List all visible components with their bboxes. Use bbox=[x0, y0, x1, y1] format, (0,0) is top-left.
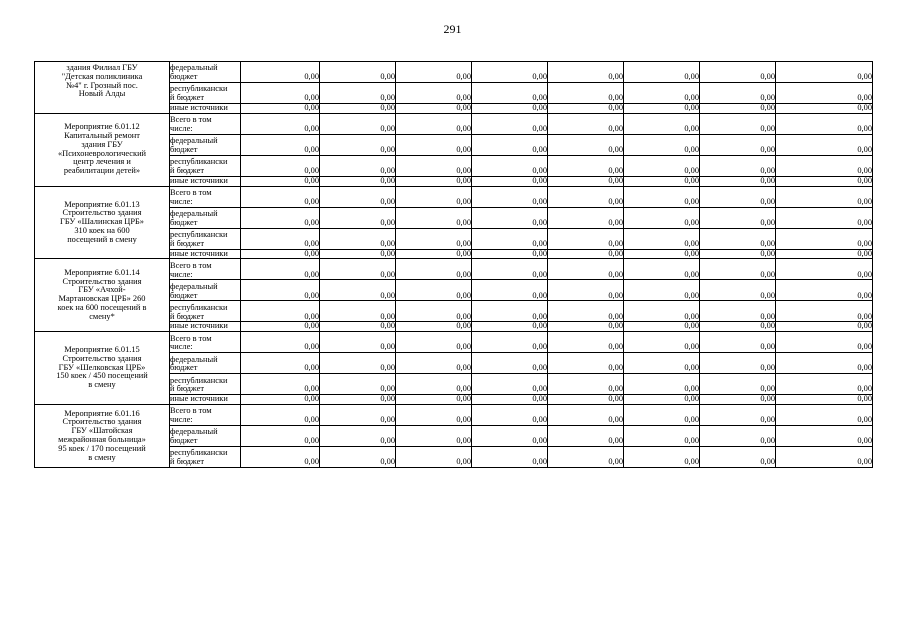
event-name-line: "Детская поликлиника bbox=[61, 71, 143, 81]
event-name-line: здания Филиал ГБУ bbox=[66, 63, 138, 72]
amount-cell: 0,00 bbox=[396, 155, 472, 176]
amount-cell: 0,00 bbox=[548, 404, 624, 425]
event-name-line: 95 коек / 170 посещений bbox=[58, 443, 146, 453]
amount-cell: 0,00 bbox=[700, 249, 776, 259]
amount-cell: 0,00 bbox=[776, 104, 873, 114]
amount-cell: 0,00 bbox=[320, 301, 396, 322]
amount-cell: 0,00 bbox=[472, 322, 548, 332]
funding-source-line: бюджет bbox=[170, 436, 198, 446]
funding-source-line: й бюджет bbox=[170, 238, 204, 248]
amount-cell: 0,00 bbox=[472, 113, 548, 134]
amount-cell: 0,00 bbox=[548, 395, 624, 405]
amount-cell: 0,00 bbox=[776, 134, 873, 155]
event-name-line: Мероприятие 6.01.15 bbox=[64, 345, 140, 355]
funding-source-cell bbox=[170, 322, 241, 332]
amount-cell: 0,00 bbox=[548, 207, 624, 228]
funding-source-line: числе: bbox=[170, 124, 193, 133]
amount-cell: 0,00 bbox=[472, 395, 548, 405]
funding-source-line: федеральный bbox=[170, 427, 218, 437]
funding-source-cell bbox=[170, 301, 241, 322]
event-name-line: здания ГБУ bbox=[81, 139, 123, 149]
amount-cell: 0,00 bbox=[548, 353, 624, 374]
funding-source-cell bbox=[170, 228, 241, 249]
funding-source-line: бюджет bbox=[170, 72, 198, 82]
funding-source-cell bbox=[170, 332, 241, 353]
amount-cell: 0,00 bbox=[776, 425, 873, 446]
funding-source-line: республикански bbox=[170, 84, 228, 94]
funding-source-line: бюджет bbox=[170, 290, 198, 300]
amount-cell: 0,00 bbox=[624, 113, 700, 134]
amount-cell: 0,00 bbox=[700, 113, 776, 134]
amount-cell: 0,00 bbox=[624, 176, 700, 186]
event-name-cell bbox=[35, 62, 170, 114]
amount-cell: 0,00 bbox=[776, 280, 873, 301]
event-name-line: 310 коек на 600 bbox=[74, 225, 130, 235]
funding-source-line: республикански bbox=[170, 302, 228, 312]
amount-cell: 0,00 bbox=[241, 301, 320, 322]
table-row bbox=[35, 332, 873, 353]
amount-cell: 0,00 bbox=[700, 425, 776, 446]
amount-cell: 0,00 bbox=[320, 332, 396, 353]
amount-cell: 0,00 bbox=[320, 249, 396, 259]
budget-table bbox=[34, 61, 873, 468]
event-name-line: «Психоневрологический bbox=[57, 148, 147, 158]
funding-source-cell bbox=[170, 259, 241, 280]
amount-cell: 0,00 bbox=[396, 186, 472, 207]
amount-cell: 0,00 bbox=[548, 83, 624, 104]
funding-source-cell bbox=[170, 62, 241, 83]
event-name-line: 150 коек / 450 посещений bbox=[56, 371, 148, 381]
amount-cell: 0,00 bbox=[776, 113, 873, 134]
amount-cell: 0,00 bbox=[396, 176, 472, 186]
amount-cell: 0,00 bbox=[776, 228, 873, 249]
amount-cell: 0,00 bbox=[472, 425, 548, 446]
amount-cell: 0,00 bbox=[320, 104, 396, 114]
amount-cell: 0,00 bbox=[241, 259, 320, 280]
amount-cell: 0,00 bbox=[320, 353, 396, 374]
funding-source-cell bbox=[170, 104, 241, 114]
amount-cell: 0,00 bbox=[241, 374, 320, 395]
amount-cell: 0,00 bbox=[776, 332, 873, 353]
funding-source-line: республикански bbox=[170, 230, 228, 239]
amount-cell: 0,00 bbox=[396, 322, 472, 332]
amount-cell: 0,00 bbox=[700, 322, 776, 332]
amount-cell: 0,00 bbox=[700, 155, 776, 176]
amount-cell: 0,00 bbox=[320, 446, 396, 467]
amount-cell: 0,00 bbox=[624, 83, 700, 104]
amount-cell: 0,00 bbox=[320, 83, 396, 104]
funding-source-line: иные источники bbox=[170, 394, 228, 404]
event-name-cell bbox=[35, 113, 170, 186]
amount-cell: 0,00 bbox=[241, 322, 320, 332]
event-name-line: Строительство здания bbox=[62, 208, 142, 218]
amount-cell: 0,00 bbox=[472, 249, 548, 259]
amount-cell: 0,00 bbox=[396, 425, 472, 446]
amount-cell: 0,00 bbox=[624, 395, 700, 405]
amount-cell: 0,00 bbox=[624, 186, 700, 207]
amount-cell: 0,00 bbox=[624, 353, 700, 374]
amount-cell: 0,00 bbox=[241, 425, 320, 446]
funding-source-line: Всего в том bbox=[170, 115, 212, 125]
funding-source-line: республикански bbox=[170, 448, 228, 458]
amount-cell: 0,00 bbox=[241, 113, 320, 134]
funding-source-line: иные источники bbox=[170, 103, 228, 112]
funding-source-line: числе: bbox=[170, 342, 193, 352]
funding-source-line: республикански bbox=[170, 157, 228, 167]
amount-cell: 0,00 bbox=[396, 332, 472, 353]
amount-cell: 0,00 bbox=[700, 62, 776, 83]
event-name-cell bbox=[35, 186, 170, 259]
amount-cell: 0,00 bbox=[700, 134, 776, 155]
amount-cell: 0,00 bbox=[396, 62, 472, 83]
amount-cell: 0,00 bbox=[548, 259, 624, 280]
amount-cell: 0,00 bbox=[472, 228, 548, 249]
amount-cell: 0,00 bbox=[396, 228, 472, 249]
amount-cell: 0,00 bbox=[396, 259, 472, 280]
amount-cell: 0,00 bbox=[241, 176, 320, 186]
funding-source-line: федеральный bbox=[170, 281, 218, 291]
event-name-line: Мартановская ЦРБ» 260 bbox=[58, 294, 146, 304]
amount-cell: 0,00 bbox=[624, 207, 700, 228]
event-name-line: ГБУ «Шатойская bbox=[71, 426, 133, 436]
amount-cell: 0,00 bbox=[624, 155, 700, 176]
amount-cell: 0,00 bbox=[624, 259, 700, 280]
amount-cell: 0,00 bbox=[241, 228, 320, 249]
amount-cell: 0,00 bbox=[396, 134, 472, 155]
funding-source-line: й бюджет bbox=[170, 93, 204, 103]
event-name-cell bbox=[35, 332, 170, 405]
amount-cell: 0,00 bbox=[624, 62, 700, 83]
amount-cell: 0,00 bbox=[700, 176, 776, 186]
amount-cell: 0,00 bbox=[396, 395, 472, 405]
amount-cell: 0,00 bbox=[320, 186, 396, 207]
amount-cell: 0,00 bbox=[624, 249, 700, 259]
amount-cell: 0,00 bbox=[396, 83, 472, 104]
funding-source-cell bbox=[170, 134, 241, 155]
amount-cell: 0,00 bbox=[241, 404, 320, 425]
amount-cell: 0,00 bbox=[548, 249, 624, 259]
table-row bbox=[35, 404, 873, 425]
amount-cell: 0,00 bbox=[472, 155, 548, 176]
event-name-cell bbox=[35, 259, 170, 332]
amount-cell: 0,00 bbox=[396, 113, 472, 134]
event-name-line: ГБУ «Шалинская ЦРБ» bbox=[60, 217, 144, 227]
amount-cell: 0,00 bbox=[776, 259, 873, 280]
funding-source-line: федеральный bbox=[170, 354, 218, 364]
amount-cell: 0,00 bbox=[320, 374, 396, 395]
amount-cell: 0,00 bbox=[472, 332, 548, 353]
amount-cell: 0,00 bbox=[320, 62, 396, 83]
amount-cell: 0,00 bbox=[776, 301, 873, 322]
amount-cell: 0,00 bbox=[396, 353, 472, 374]
funding-source-line: й бюджет bbox=[170, 311, 204, 321]
amount-cell: 0,00 bbox=[700, 374, 776, 395]
amount-cell: 0,00 bbox=[624, 134, 700, 155]
amount-cell: 0,00 bbox=[700, 83, 776, 104]
amount-cell: 0,00 bbox=[472, 207, 548, 228]
funding-source-line: Всего в том bbox=[170, 188, 212, 197]
funding-source-line: бюджет bbox=[170, 363, 198, 373]
amount-cell: 0,00 bbox=[700, 186, 776, 207]
amount-cell: 0,00 bbox=[700, 228, 776, 249]
amount-cell: 0,00 bbox=[700, 301, 776, 322]
funding-source-line: бюджет bbox=[170, 217, 198, 227]
funding-source-line: иные источники bbox=[170, 321, 228, 331]
amount-cell: 0,00 bbox=[776, 353, 873, 374]
amount-cell: 0,00 bbox=[472, 259, 548, 280]
funding-source-line: бюджет bbox=[170, 145, 198, 154]
amount-cell: 0,00 bbox=[241, 186, 320, 207]
amount-cell: 0,00 bbox=[548, 301, 624, 322]
funding-source-cell bbox=[170, 425, 241, 446]
amount-cell: 0,00 bbox=[548, 322, 624, 332]
amount-cell: 0,00 bbox=[776, 176, 873, 186]
amount-cell: 0,00 bbox=[776, 155, 873, 176]
amount-cell: 0,00 bbox=[776, 404, 873, 425]
funding-source-cell bbox=[170, 186, 241, 207]
amount-cell: 0,00 bbox=[624, 446, 700, 467]
amount-cell: 0,00 bbox=[624, 280, 700, 301]
amount-cell: 0,00 bbox=[776, 186, 873, 207]
event-name-line: ГБУ «Шелковская ЦРБ» bbox=[58, 362, 146, 372]
amount-cell: 0,00 bbox=[241, 395, 320, 405]
amount-cell: 0,00 bbox=[700, 395, 776, 405]
amount-cell: 0,00 bbox=[624, 228, 700, 249]
event-name-line: в смену bbox=[88, 452, 116, 462]
amount-cell: 0,00 bbox=[396, 104, 472, 114]
amount-cell: 0,00 bbox=[548, 280, 624, 301]
event-name-line: №4" г. Грозный пос. bbox=[66, 80, 138, 90]
amount-cell: 0,00 bbox=[472, 404, 548, 425]
amount-cell: 0,00 bbox=[548, 446, 624, 467]
event-name-line: Новый Алды bbox=[78, 89, 126, 99]
funding-source-line: Всего в том bbox=[170, 406, 212, 416]
amount-cell: 0,00 bbox=[548, 186, 624, 207]
funding-source-line: Всего в том bbox=[170, 333, 212, 343]
amount-cell: 0,00 bbox=[700, 404, 776, 425]
amount-cell: 0,00 bbox=[241, 83, 320, 104]
event-name-line: Мероприятие 6.01.12 bbox=[64, 122, 140, 132]
amount-cell: 0,00 bbox=[472, 446, 548, 467]
funding-source-cell bbox=[170, 374, 241, 395]
amount-cell: 0,00 bbox=[548, 155, 624, 176]
table-row bbox=[35, 62, 873, 83]
amount-cell: 0,00 bbox=[548, 425, 624, 446]
amount-cell: 0,00 bbox=[320, 404, 396, 425]
amount-cell: 0,00 bbox=[776, 395, 873, 405]
amount-cell: 0,00 bbox=[320, 228, 396, 249]
page-number: 291 bbox=[443, 22, 462, 36]
amount-cell: 0,00 bbox=[320, 155, 396, 176]
amount-cell: 0,00 bbox=[396, 207, 472, 228]
event-name-line: смену* bbox=[89, 311, 115, 321]
amount-cell: 0,00 bbox=[320, 395, 396, 405]
amount-cell: 0,00 bbox=[396, 446, 472, 467]
amount-cell: 0,00 bbox=[472, 176, 548, 186]
amount-cell: 0,00 bbox=[700, 259, 776, 280]
amount-cell: 0,00 bbox=[624, 322, 700, 332]
amount-cell: 0,00 bbox=[776, 446, 873, 467]
amount-cell: 0,00 bbox=[624, 374, 700, 395]
event-name-line: Мероприятие 6.01.14 bbox=[64, 267, 140, 277]
amount-cell: 0,00 bbox=[241, 134, 320, 155]
amount-cell: 0,00 bbox=[624, 104, 700, 114]
amount-cell: 0,00 bbox=[548, 104, 624, 114]
funding-source-line: Всего в том bbox=[170, 260, 212, 270]
amount-cell: 0,00 bbox=[624, 425, 700, 446]
funding-source-cell bbox=[170, 249, 241, 259]
amount-cell: 0,00 bbox=[396, 280, 472, 301]
event-name-line: центр лечения и bbox=[73, 157, 131, 167]
amount-cell: 0,00 bbox=[776, 322, 873, 332]
amount-cell: 0,00 bbox=[241, 249, 320, 259]
amount-cell: 0,00 bbox=[241, 446, 320, 467]
amount-cell: 0,00 bbox=[776, 207, 873, 228]
amount-cell: 0,00 bbox=[241, 62, 320, 83]
table-row bbox=[35, 259, 873, 280]
amount-cell: 0,00 bbox=[700, 353, 776, 374]
amount-cell: 0,00 bbox=[320, 280, 396, 301]
funding-source-line: федеральный bbox=[170, 136, 218, 146]
funding-source-cell bbox=[170, 207, 241, 228]
amount-cell: 0,00 bbox=[396, 374, 472, 395]
amount-cell: 0,00 bbox=[548, 113, 624, 134]
amount-cell: 0,00 bbox=[472, 301, 548, 322]
amount-cell: 0,00 bbox=[472, 104, 548, 114]
funding-source-cell bbox=[170, 113, 241, 134]
amount-cell: 0,00 bbox=[320, 207, 396, 228]
amount-cell: 0,00 bbox=[241, 332, 320, 353]
funding-source-line: й бюджет bbox=[170, 384, 204, 394]
amount-cell: 0,00 bbox=[396, 249, 472, 259]
amount-cell: 0,00 bbox=[241, 207, 320, 228]
event-name-line: коек на 600 посещений в bbox=[57, 303, 147, 313]
amount-cell: 0,00 bbox=[776, 249, 873, 259]
amount-cell: 0,00 bbox=[624, 404, 700, 425]
amount-cell: 0,00 bbox=[700, 207, 776, 228]
amount-cell: 0,00 bbox=[320, 322, 396, 332]
event-name-line: реабилитации детей» bbox=[63, 166, 141, 176]
amount-cell: 0,00 bbox=[320, 134, 396, 155]
funding-source-line: иные источники bbox=[170, 249, 228, 258]
amount-cell: 0,00 bbox=[548, 332, 624, 353]
event-name-line: Строительство здания bbox=[62, 276, 142, 286]
amount-cell: 0,00 bbox=[320, 259, 396, 280]
funding-source-line: й бюджет bbox=[170, 457, 204, 467]
amount-cell: 0,00 bbox=[548, 374, 624, 395]
table-row bbox=[35, 113, 873, 134]
event-name-cell bbox=[35, 404, 170, 467]
funding-source-line: числе: bbox=[170, 269, 193, 279]
amount-cell: 0,00 bbox=[396, 301, 472, 322]
event-name-line: в смену bbox=[88, 380, 116, 390]
funding-source-line: й бюджет bbox=[170, 166, 204, 175]
funding-source-line: федеральный bbox=[170, 209, 218, 218]
amount-cell: 0,00 bbox=[320, 425, 396, 446]
event-name-line: межрайонная больница» bbox=[58, 434, 146, 444]
budget-table-body bbox=[35, 62, 873, 468]
amount-cell: 0,00 bbox=[320, 176, 396, 186]
amount-cell: 0,00 bbox=[241, 104, 320, 114]
amount-cell: 0,00 bbox=[548, 62, 624, 83]
amount-cell: 0,00 bbox=[776, 62, 873, 83]
amount-cell: 0,00 bbox=[472, 186, 548, 207]
amount-cell: 0,00 bbox=[548, 228, 624, 249]
amount-cell: 0,00 bbox=[700, 332, 776, 353]
amount-cell: 0,00 bbox=[472, 374, 548, 395]
amount-cell: 0,00 bbox=[624, 301, 700, 322]
amount-cell: 0,00 bbox=[241, 155, 320, 176]
amount-cell: 0,00 bbox=[700, 446, 776, 467]
table-row bbox=[35, 186, 873, 207]
event-name-line: Строительство здания bbox=[62, 353, 142, 363]
funding-source-cell bbox=[170, 395, 241, 405]
funding-source-cell bbox=[170, 155, 241, 176]
event-name-line: Капитальный ремонт bbox=[64, 131, 140, 141]
funding-source-line: иные источники bbox=[170, 176, 228, 185]
event-name-line: посещений в смену bbox=[67, 234, 137, 244]
amount-cell: 0,00 bbox=[472, 83, 548, 104]
amount-cell: 0,00 bbox=[241, 280, 320, 301]
funding-source-cell bbox=[170, 280, 241, 301]
amount-cell: 0,00 bbox=[548, 176, 624, 186]
event-name-line: Строительство здания bbox=[62, 417, 142, 427]
amount-cell: 0,00 bbox=[776, 374, 873, 395]
funding-source-line: республикански bbox=[170, 375, 228, 385]
funding-source-cell bbox=[170, 83, 241, 104]
amount-cell: 0,00 bbox=[472, 62, 548, 83]
amount-cell: 0,00 bbox=[624, 332, 700, 353]
funding-source-cell bbox=[170, 404, 241, 425]
funding-source-cell bbox=[170, 353, 241, 374]
funding-source-line: числе: bbox=[170, 196, 193, 206]
funding-source-line: числе: bbox=[170, 415, 193, 425]
amount-cell: 0,00 bbox=[472, 353, 548, 374]
amount-cell: 0,00 bbox=[472, 134, 548, 155]
amount-cell: 0,00 bbox=[548, 134, 624, 155]
event-name-line: Мероприятие 6.01.13 bbox=[64, 199, 140, 209]
amount-cell: 0,00 bbox=[700, 280, 776, 301]
amount-cell: 0,00 bbox=[396, 404, 472, 425]
amount-cell: 0,00 bbox=[776, 83, 873, 104]
event-name-line: ГБУ «Ачхой- bbox=[78, 285, 126, 295]
amount-cell: 0,00 bbox=[472, 280, 548, 301]
amount-cell: 0,00 bbox=[320, 113, 396, 134]
funding-source-cell bbox=[170, 176, 241, 186]
amount-cell: 0,00 bbox=[700, 104, 776, 114]
event-name-line: Мероприятие 6.01.16 bbox=[64, 408, 140, 418]
funding-source-cell bbox=[170, 446, 241, 467]
amount-cell: 0,00 bbox=[241, 353, 320, 374]
funding-source-line: федеральный bbox=[170, 63, 218, 73]
